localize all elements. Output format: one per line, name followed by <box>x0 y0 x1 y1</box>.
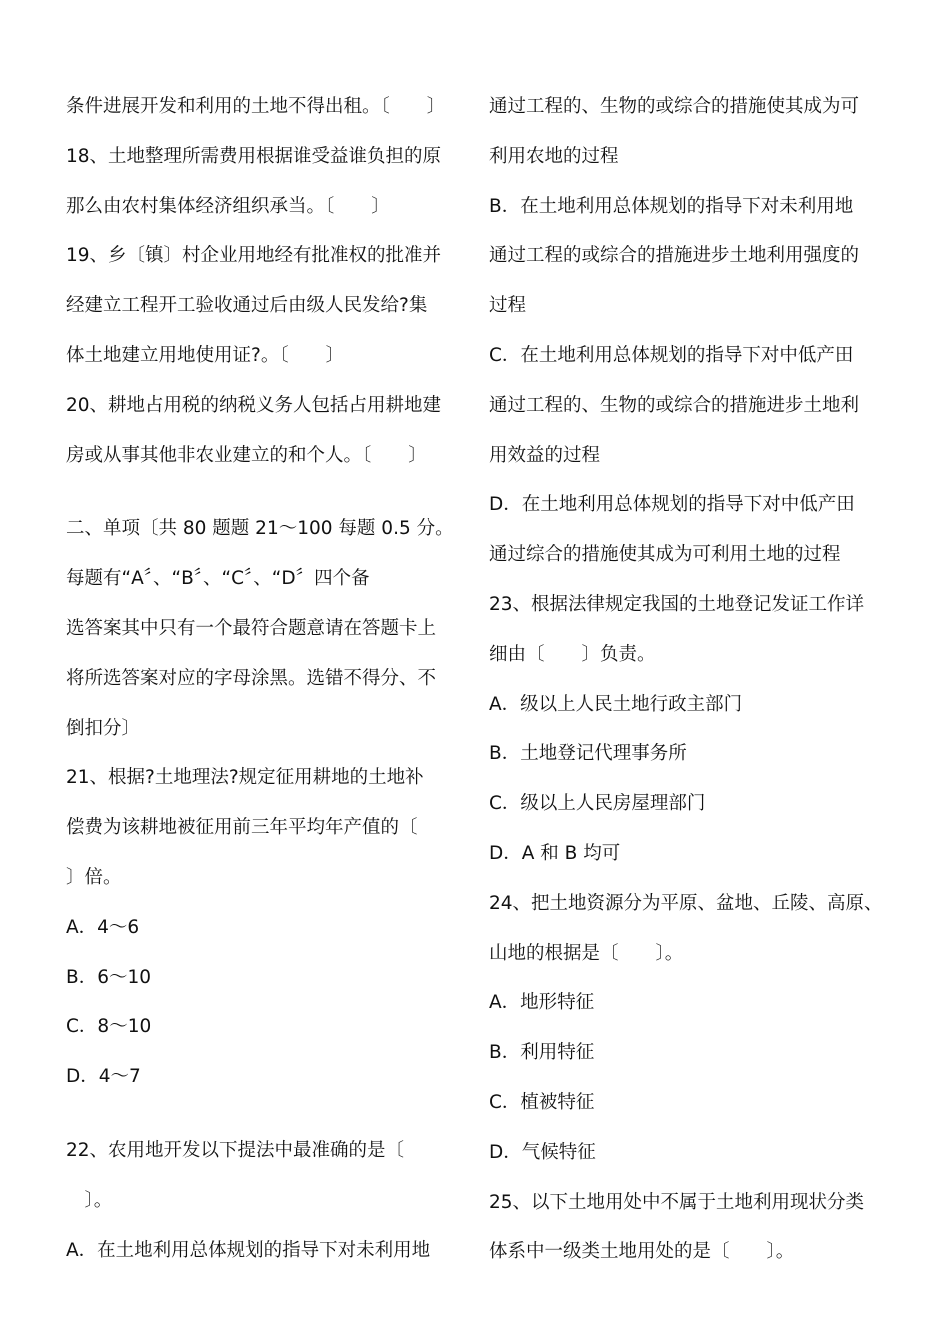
question-21-option-a: A．4～6 <box>66 916 140 938</box>
question-19-line-1: 19、乡〔镇〕村企业用地经有批准权的批准并 <box>66 245 442 267</box>
question-22-option-a-line-3: 利用农地的过程 <box>489 145 619 167</box>
question-18-line-1: 18、土地整理所需费用根据谁受益谁负担的原 <box>66 145 442 167</box>
question-24-option-b: B．利用特征 <box>489 1042 595 1064</box>
question-22-option-c-line-1: C．在土地利用总体规划的指导下对中低产田 <box>489 344 854 366</box>
question-21-option-c: C．8～10 <box>66 1016 152 1038</box>
section-heading-line-1: 二、单项〔共 80 题题 21～100 每题 0.5 分。 <box>66 518 454 540</box>
question-19-line-2: 经建立工程开工验收通过后由级人民发给?集 <box>66 295 428 317</box>
question-21-line-3: 〕倍。 <box>66 866 122 888</box>
question-21-option-d: D．4～7 <box>66 1066 141 1088</box>
question-22-option-b-line-3: 过程 <box>489 295 527 317</box>
question-22-option-a-line-1: A．在土地利用总体规划的指导下对未利用地 <box>66 1239 431 1261</box>
question-21-option-b: B．6～10 <box>66 966 152 988</box>
question-gap <box>66 1102 466 1126</box>
section-gap <box>66 480 466 504</box>
section-heading-line-2: 每题有“A〞、“B〞、“C〞、“D〞四个备 <box>66 568 370 590</box>
question-19-line-3: 体土地建立用地使用证?。〔 〕 <box>66 344 345 366</box>
question-20-line-1: 20、耕地占用税的纳税义务人包括占用耕地建 <box>66 394 442 416</box>
left-column <box>66 82 466 1275</box>
question-23-option-b: B．土地登记代理事务所 <box>489 743 687 765</box>
text-line: 条件进展开发和利用的土地不得出租。〔 〕 <box>66 96 446 117</box>
question-22-option-b-line-1: B．在土地利用总体规划的指导下对未利用地 <box>489 195 854 217</box>
question-24-option-c: C．植被特征 <box>489 1091 595 1113</box>
question-22-option-d-line-1: D．在土地利用总体规划的指导下对中低产田 <box>489 494 855 516</box>
question-24-option-d: D．气候特征 <box>489 1141 596 1163</box>
question-24-line-1: 24、把土地资源分为平原、盆地、丘陵、高原、 <box>489 892 883 914</box>
question-25-line-2: 体系中一级类土地用处的是〔 〕。 <box>489 1241 795 1263</box>
question-23-option-d: D．A 和 B 均可 <box>489 842 621 864</box>
question-22-option-c-line-2: 通过工程的、生物的或综合的措施进步土地利 <box>489 394 860 416</box>
question-24-option-a: A．地形特征 <box>489 992 595 1014</box>
right-column <box>489 82 899 1277</box>
question-22-line-1: 22、农用地开发以下提法中最准确的是〔 <box>66 1139 405 1161</box>
question-23-line-1: 23、根据法律规定我国的土地登记发证工作详 <box>489 593 865 615</box>
question-22-option-a-line-2: 通过工程的、生物的或综合的措施使其成为可 <box>489 96 860 117</box>
question-25-line-1: 25、以下土地用处中不属于土地利用现状分类 <box>489 1191 865 1213</box>
question-21-line-1: 21、根据?土地理法?规定征用耕地的土地补 <box>66 767 424 789</box>
section-heading-line-3: 选答案其中只有一个最符合题意请在答题卡上 <box>66 617 437 639</box>
question-18-line-2: 那么由农村集体经济组织承当。〔 〕 <box>66 195 390 217</box>
question-22-option-c-line-3: 用效益的过程 <box>489 444 601 466</box>
question-20-line-2: 房或从事其他非农业建立的和个人。〔 〕 <box>66 444 427 466</box>
question-22-option-b-line-2: 通过工程的或综合的措施进步土地利用强度的 <box>489 245 860 267</box>
question-23-option-c: C．级以上人民房屋理部门 <box>489 793 706 815</box>
question-23-line-2: 细由〔 〕负责。 <box>489 643 656 665</box>
section-heading-line-5: 倒扣分〕 <box>66 717 141 739</box>
question-23-option-a: A．级以上人民土地行政主部门 <box>489 693 743 715</box>
section-heading-line-4: 将所选答案对应的字母涂黑。选错不得分、不 <box>66 667 437 689</box>
question-21-line-2: 偿费为该耕地被征用前三年平均年产值的〔 <box>66 817 418 839</box>
question-22-line-2: 〕。 <box>66 1189 113 1211</box>
question-22-option-d-line-2: 通过综合的措施使其成为可利用土地的过程 <box>489 544 841 566</box>
question-24-line-2: 山地的根据是〔 〕。 <box>489 942 684 964</box>
